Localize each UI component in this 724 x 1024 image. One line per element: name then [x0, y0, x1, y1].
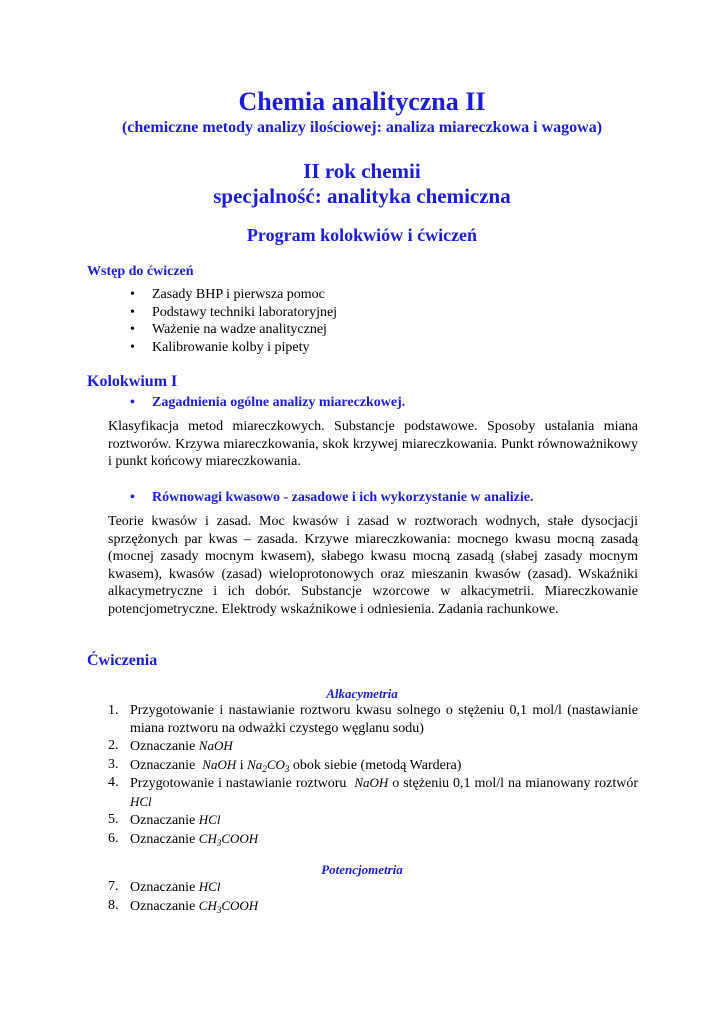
formula: HCl: [198, 812, 221, 827]
topic-title-text: Zagadnienia ogólne analizy miareczkowej.: [152, 395, 406, 410]
alkacymetria-list: [108, 702, 638, 848]
list-item: 7. Oznaczanie HCl: [108, 879, 221, 895]
potencjometria-list: [108, 878, 638, 915]
formula: $CH_3COOH$: [198, 897, 259, 915]
alkacymetria-label: Alkacymetria: [326, 686, 398, 701]
program-heading: Program kolokwiów i ćwiczeń: [246, 225, 478, 245]
list-item: 3. Oznaczanie NaOH i $Na_2CO_3$ obok siebie (metodą Wardera): [108, 756, 462, 774]
list-item: 5. Oznaczanie HCl: [108, 812, 221, 828]
formula: NaOH: [202, 756, 237, 772]
list-item: • Zasady BHP i pierwsza pomoc: [130, 286, 337, 304]
formula: $Na_2CO_3$: [247, 756, 290, 774]
formula: NaOH: [198, 738, 233, 753]
list-item: • Podstawy techniki laboratoryjnej: [130, 304, 337, 322]
formula: $CH_3COOH$: [198, 830, 259, 848]
specialty-heading: specjalność: analityka chemiczna: [213, 184, 511, 208]
list-item: 4. Przygotowanie i nastawianie roztworu NaOH o stężeniu 0,1 mol/l na mianowany roztwór HCl: [108, 775, 639, 809]
formula: NaOH: [354, 775, 389, 790]
list-item: 2. Oznaczanie NaOH: [108, 738, 233, 754]
bullet-icon: •: [130, 490, 135, 505]
topic-1-title: [130, 394, 405, 412]
bullet-icon: •: [130, 395, 135, 410]
list-item: 8. Oznaczanie $CH_3COOH$: [108, 897, 259, 915]
topic-title-text: Równowagi kwasowo - zasadowe i ich wykorzystanie w analizie.: [152, 490, 534, 505]
topic-2-text: Teorie kwasów i zasad. Moc kwasów i zasad w roztworach wodnych, stałe dysocjacji sprzężonych par kwas – zasada. Krzywe miareczkowania: mocnego kwasu mocną zasadą (mocnej zasady mocnym kwasem), słabego kwasu mocną zasadą (słabej zasady mocnym kwasem), kwasów (zasad) wieloprotonowych oraz mieszanin kwasów (zasad). Wskaźniki alkacymetryczne i ich dobór. Substancje wzorcowe w alkacymetrii. Miareczkowanie potencjometryczne. Elektrody wskaźnikowe i odniesienia. Zadania rachunkowe.: [108, 514, 638, 617]
topic-1-text: Klasyfikacja metod miareczkowych. Substancje podstawowe. Sposoby ustalania miana roztworów. Krzywa miareczkowania, skok krzywej miareczkowania. Punkt równoważnikowy i punkt końcowy miareczkowania.: [108, 419, 638, 469]
formula: HCl: [130, 793, 152, 809]
kolokwium-heading: Kolokwium I: [87, 373, 178, 390]
list-item: 6. Oznaczanie $CH_3COOH$: [108, 830, 259, 848]
page-subtitle: (chemiczne metody analizy ilościowej: analiza miareczkowa i wagowa): [121, 119, 603, 136]
formula: HCl: [198, 879, 221, 894]
intro-list: [130, 286, 337, 356]
intro-heading: Wstęp do ćwiczeń: [87, 264, 194, 279]
cwiczenia-heading: Ćwiczenia: [87, 652, 158, 669]
potencjometria-label: Potencjometria: [321, 862, 403, 877]
topic-2-title: [130, 489, 534, 507]
list-item: • Kalibrowanie kolby i pipety: [130, 339, 337, 357]
list-item: 1. Przygotowanie i nastawianie roztworu kwasu solnego o stężeniu 0,1 mol/l (nastawianie miana roztworu na odważki czystego węglanu sodu): [108, 703, 638, 736]
year-heading: II rok chemii: [303, 159, 421, 183]
list-item: • Ważenie na wadze analitycznej: [130, 321, 337, 339]
page-title: Chemia analityczna II: [238, 87, 486, 116]
